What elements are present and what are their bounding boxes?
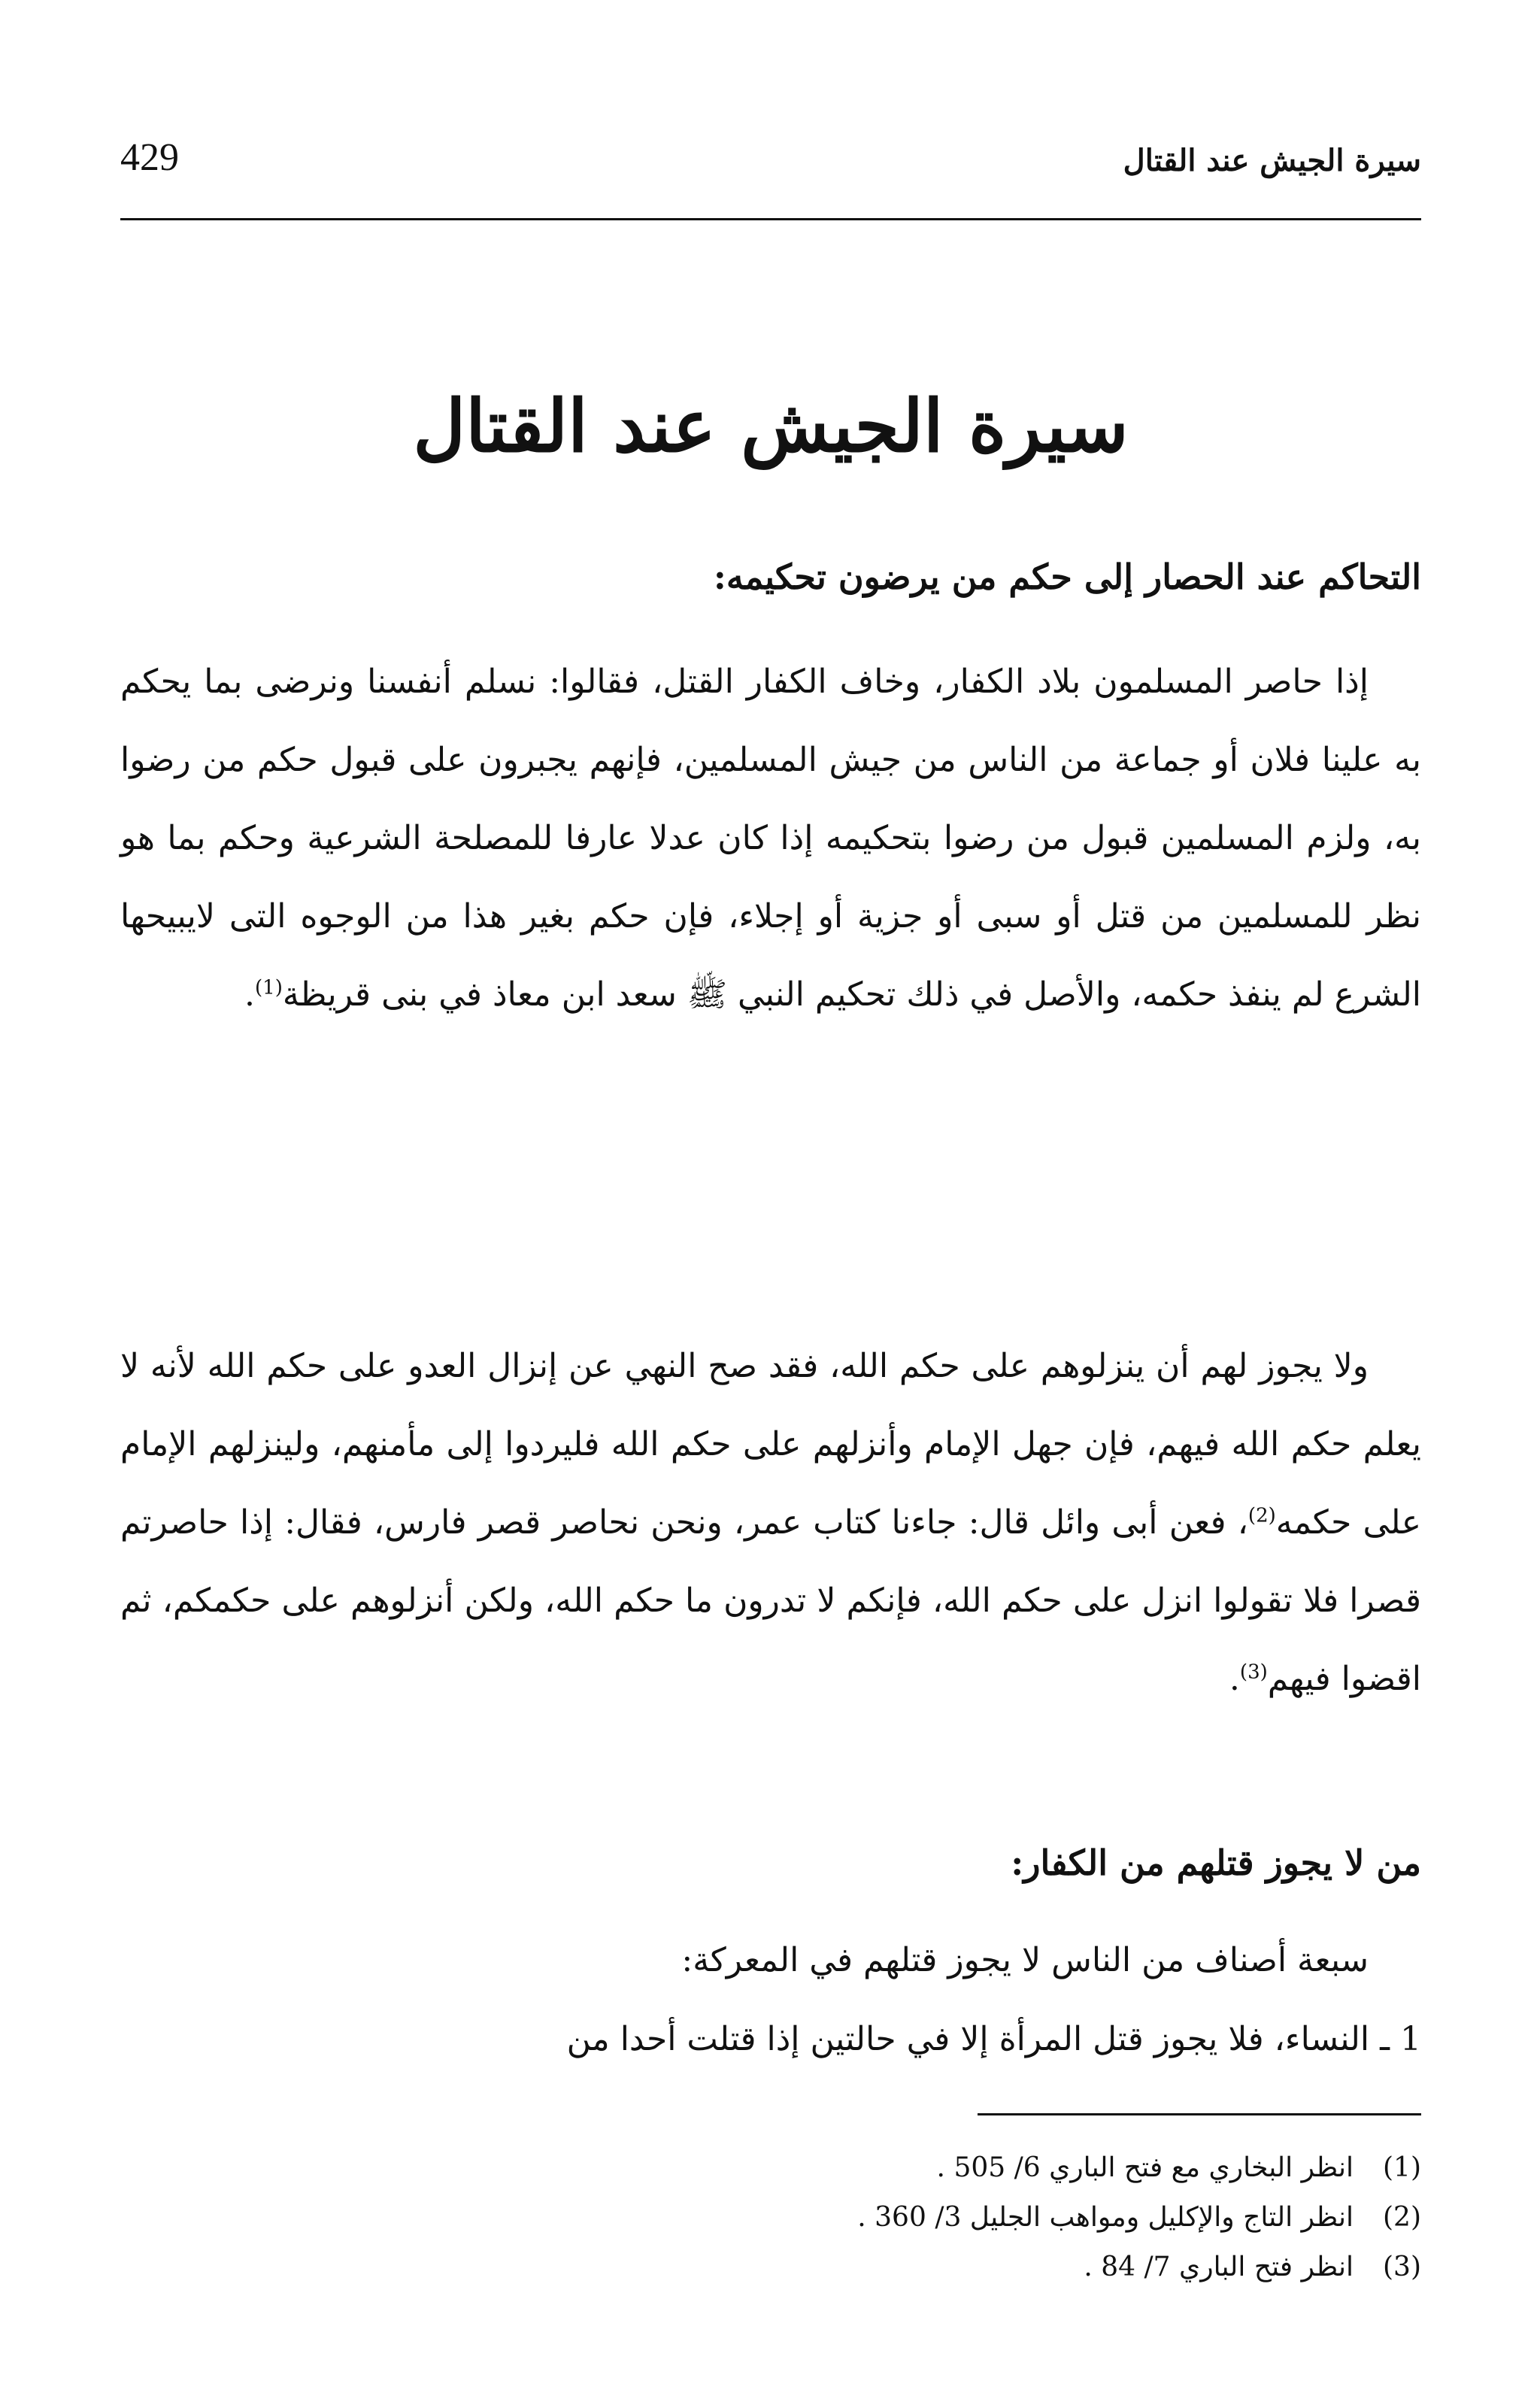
footnote-2 [120, 2193, 1421, 2243]
footnote-text: انظر فتح الباري 7/ 84 . [1084, 2252, 1354, 2282]
footnote-ref-1: (1) [254, 976, 283, 999]
footnote-number: (2) [1383, 2202, 1421, 2233]
section-heading-noncombatants: من لا يجوز قتلهم من الكفار: [1011, 1842, 1421, 1883]
footnote-number: (1) [1383, 2152, 1421, 2183]
paragraph-text-part2: ، فعن أبى وائل قال: جاءنا كتاب عمر، ونحن نحاصر قصر فارس، فقال: إذا حاصرتم قصرا فلا تقولوا انزل على حكم الله، فإنكم لا تدرون ما حكم الله، ولكن أنزلوهم على حكمكم، ثم اقضوا فيهم [120, 1503, 1421, 1698]
footnote-text: انظر البخاري مع فتح الباري 6/ 505 . [936, 2152, 1354, 2183]
paragraph-judgment [120, 1327, 1421, 1718]
footnote-1 [120, 2143, 1421, 2193]
paragraph-text: إذا حاصر المسلمون بلاد الكفار، وخاف الكفار القتل، فقالوا: نسلم أنفسنا ونرضى بما يحكم به علينا فلان أو جماعة من الناس من جيش المسلمين، فإنهم يجبرون على قبول حكم من رضوا به، ولزم المسلمين قبول من رضوا بتحكيمه إذا كان عدلا عارفا للمصلحة الشرعية وحكم بما هو نظر للمسلمين من قتل أو سبى أو جزية أو إجلاء، فإن حكم بغير هذا من الوجوه التى لايبيحها الشرع لم ينفذ حكمه، والأصل في ذلك تحكيم النبي ﷺ سعد ابن معاذ في بنى قريظة [120, 663, 1421, 1014]
paragraph-end: . [244, 975, 255, 1014]
footnote-text: انظر التاج والإكليل ومواهب الجليل 3/ 360 . [857, 2202, 1354, 2233]
list-item-women: 1 ـ النساء، فلا يجوز قتل المرأة إلا في حالتين إذا قتلت أحدا من [566, 2020, 1421, 2058]
paragraph-arbitration [120, 643, 1421, 1034]
chapter-title: سيرة الجيش عند القتال [413, 384, 1129, 469]
footnote-rule [978, 2113, 1421, 2115]
running-title: سيرة الجيش عند القتال [1123, 143, 1421, 178]
footnote-ref-2: (2) [1247, 1504, 1276, 1527]
footnote-ref-3: (3) [1239, 1660, 1268, 1684]
running-header [120, 135, 1421, 196]
header-rule [120, 218, 1421, 220]
paragraph-end: . [1229, 1660, 1240, 1698]
footnote-3 [120, 2243, 1421, 2292]
section-heading-arbitration: التحاكم عند الحصار إلى حكم من يرضون تحكيمه: [713, 557, 1421, 597]
footnotes [120, 2143, 1421, 2292]
paragraph-text-part1: ولا يجوز لهم أن ينزلوهم على حكم الله، فقد صح النهي عن إنزال العدو على حكم الله لأنه لا يعلم حكم الله فيهم، فإن جهل الإمام وأنزلهم على حكم الله فليردوا إلى مأمنهم، ولينزلهم الإمام على حكمه [120, 1347, 1421, 1542]
page-number: 429 [120, 136, 179, 179]
footnote-number: (3) [1383, 2252, 1421, 2282]
paragraph-intro: سبعة أصناف من الناس لا يجوز قتلهم في المعركة: [681, 1941, 1369, 1979]
book-page [120, 113, 1421, 2354]
